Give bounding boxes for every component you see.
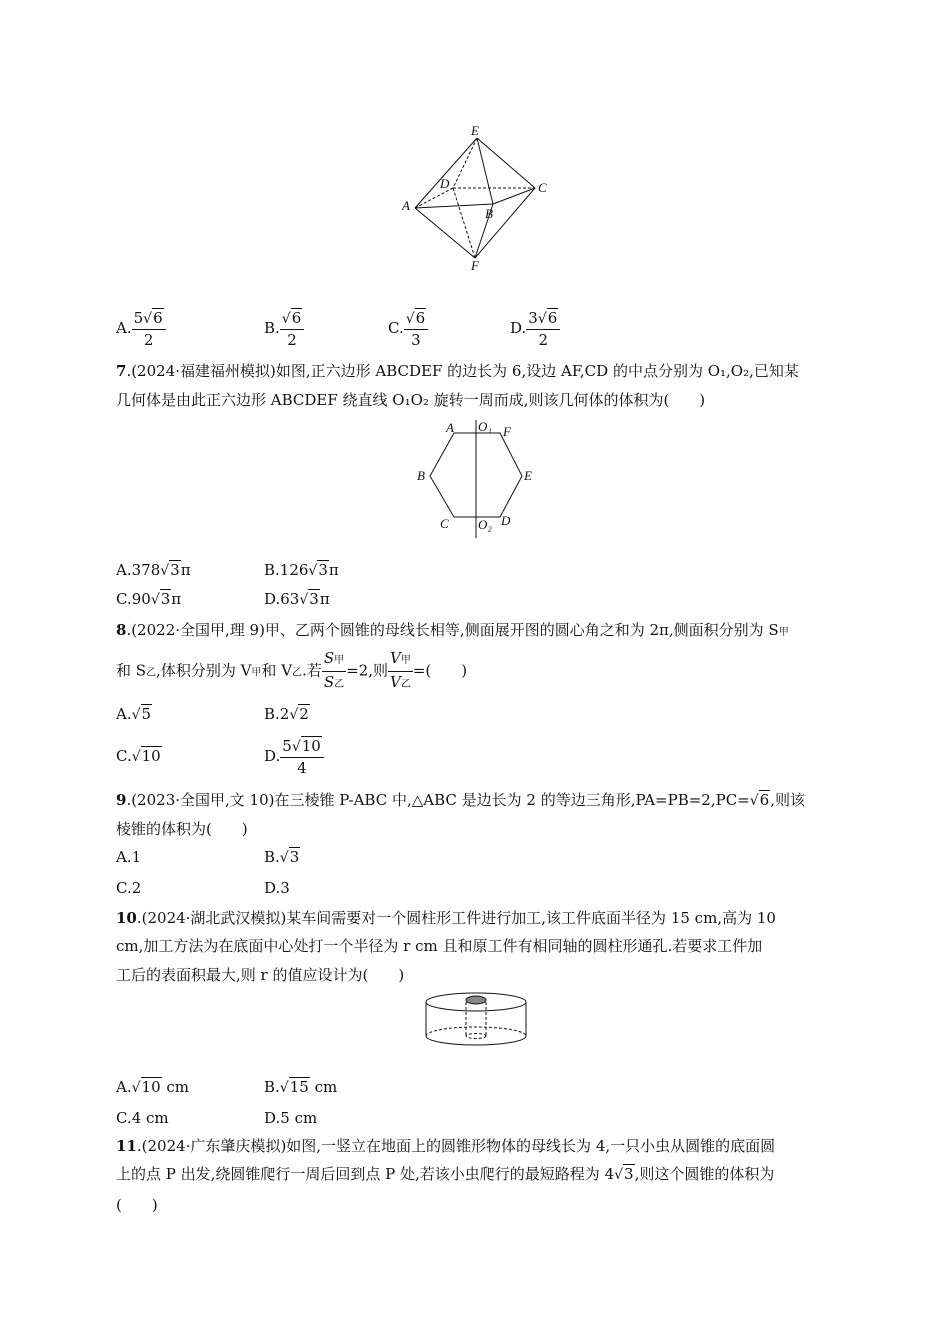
q7-option-b: B.126√3π (264, 561, 339, 579)
label-e: E (471, 123, 479, 138)
q10-line-1: 10.(2024·湖北武汉模拟)某车间需要对一个圆柱形工件进行加工,该工件底面半径为 15 cm,高为 10 (116, 909, 776, 927)
hex-label-f: F (503, 424, 511, 439)
cylinder-figure (422, 990, 532, 1052)
q9-option-c: C.2 (116, 879, 142, 897)
q6-option-a: A. $\frac{5√6}{2}$ (116, 308, 166, 350)
q8-option-c: C.√10 (116, 747, 161, 765)
q7-option-c: C.90√3π (116, 590, 182, 608)
q6-option-d: D. $\frac{3√6}{2}$ (510, 308, 560, 350)
q6-option-c: C. $\frac{√6}{3}$ (388, 308, 428, 350)
q6-option-b: B. $\frac{√6}{2}$ (264, 308, 304, 350)
q7-line-2: 几何体是由此正六边形 ABCDEF 绕直线 O₁O₂ 旋转一周而成,则该几何体的体积为( ) (116, 391, 706, 409)
q9-line-1: 9.(2023·全国甲,文 10)在三棱锥 P-ABC 中,△ABC 是边长为 2 的等边三角形,PA=PB=2,PC=√6,则该 (116, 791, 805, 809)
q10-option-c: C.4 cm (116, 1109, 169, 1127)
q9-option-a: A.1 (116, 848, 142, 866)
hex-label-e: E (524, 468, 532, 483)
q9-line-2: 棱锥的体积为( ) (116, 820, 248, 838)
q10-option-b: B.√15 cm (264, 1078, 338, 1096)
q8-line-1: 8.(2022·全国甲,理 9)甲、乙两个圆锥的母线长相等,侧面展开图的圆心角之和为 2π,侧面积分别为 S甲 (116, 621, 789, 639)
q9-option-b: B.√3 (264, 848, 300, 866)
q8-option-d: D. $\frac{5√10}{4}$ (264, 736, 324, 778)
q8-option-b: B.2√2 (264, 705, 309, 723)
label-b: B (485, 206, 493, 221)
hex-label-o2: O₂ (478, 517, 492, 532)
hex-label-o1: O₁ (478, 419, 492, 434)
q11-line-3: ( ) (116, 1196, 158, 1214)
q10-line-3: 工后的表面积最大,则 r 的值应设计为( ) (116, 966, 405, 984)
q8-line-2: 和 S乙,体积分别为 V甲和 V乙.若 $\frac{\text{S甲}}{\text{S乙}}$ =2,则 $\frac{\text{V甲}}{\text{V乙}}$ =( ) (116, 649, 468, 691)
label-a: A (402, 198, 410, 213)
hex-label-d: D (501, 513, 511, 528)
q9-option-d: D.3 (264, 879, 290, 897)
q11-line-2: 上的点 P 出发,绕圆锥爬行一周后回到点 P 处,若该小虫爬行的最短路程为 4√3,则这个圆锥的体积为 (116, 1165, 775, 1183)
q7-line-1: 7.(2024·福建福州模拟)如图,正六边形 ABCDEF 的边长为 6,设边 AF,CD 的中点分别为 O₁,O₂,已知某 (116, 362, 799, 380)
label-d: D (440, 176, 450, 191)
q7-option-a: A.378√3π (116, 561, 191, 579)
q8-option-a: A.√5 (116, 705, 152, 723)
label-f: F (471, 258, 479, 273)
q7-option-d: D.63√3π (264, 590, 330, 608)
hex-label-a: A (446, 420, 454, 435)
label-c: C (538, 180, 547, 195)
hex-label-c: C (440, 516, 449, 531)
q11-line-1: 11.(2024·广东肇庆模拟)如图,一竖立在地面上的圆锥形物体的母线长为 4,一只小虫从圆锥的底面圆 (116, 1137, 776, 1155)
q10-option-d: D.5 cm (264, 1109, 318, 1127)
q10-line-2: cm,加工方法为在底面中心处打一个半径为 r cm 且和原工件有相同轴的圆柱形通孔.若要求工件加 (116, 937, 763, 955)
hex-label-b: B (417, 468, 425, 483)
octahedron-figure (395, 120, 565, 275)
hexagon-figure (410, 418, 540, 540)
q10-option-a: A.√10 cm (116, 1078, 190, 1096)
